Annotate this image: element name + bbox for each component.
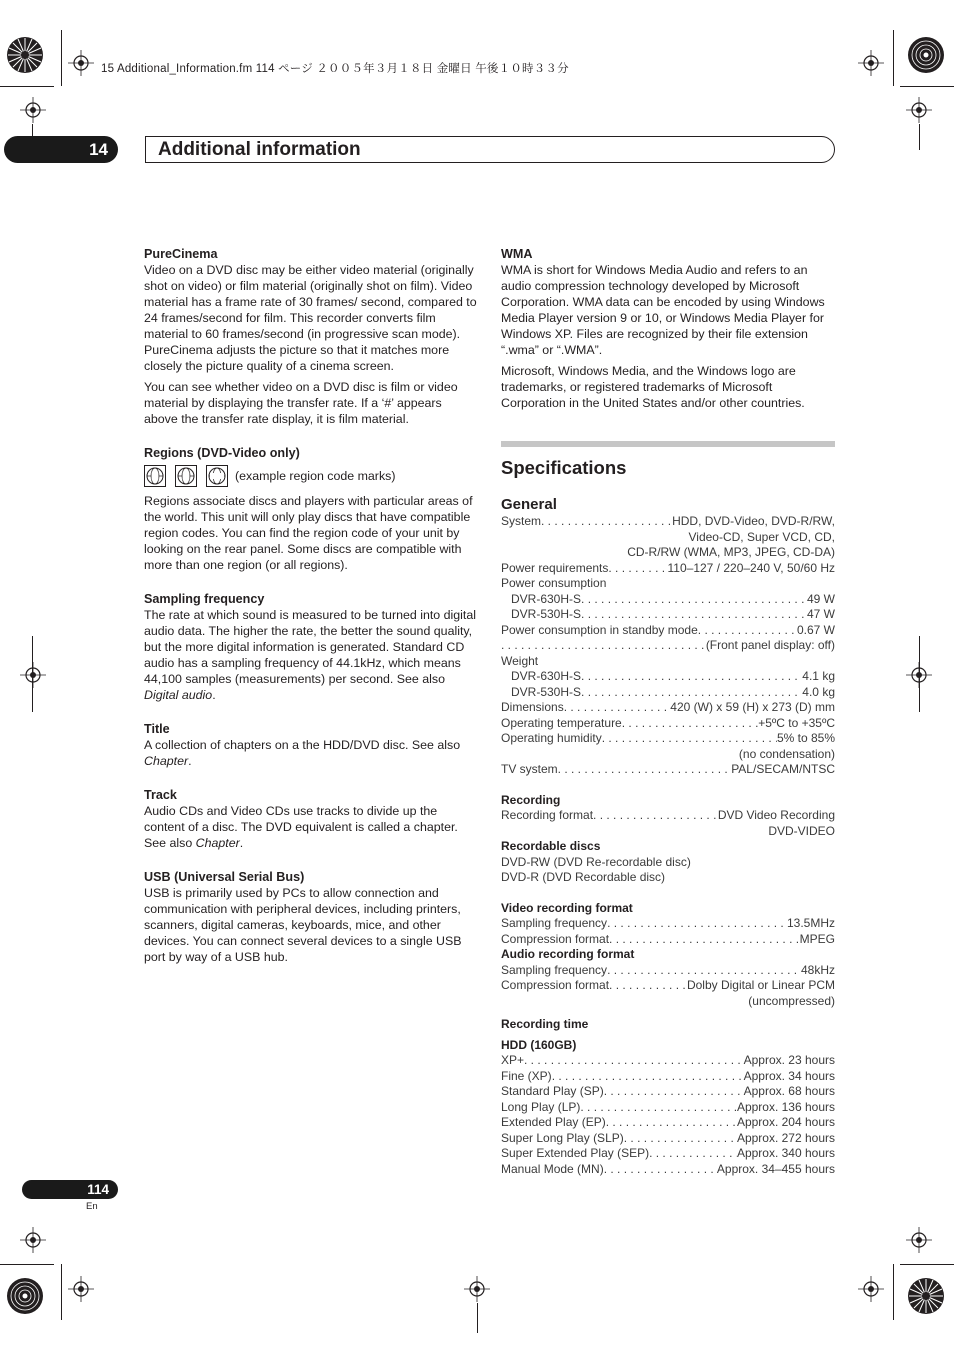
spec-row: . . . (Front panel display: off): [501, 638, 835, 654]
registration-disc-icon: [6, 1277, 44, 1315]
crop-line: [61, 1264, 62, 1320]
crop-line: [900, 1264, 954, 1265]
spec-row: Sampling frequency . . . 13.5MHz: [501, 916, 835, 932]
spec-row: Power requirements . . . 110–127 / 220–240 V, 50/60 Hz: [501, 561, 835, 577]
crosshair-icon: [858, 1276, 884, 1302]
region-code-marks: [144, 465, 478, 487]
spec-row: Long Play (LP) . . . Approx. 136 hours: [501, 1100, 835, 1116]
crop-line: [61, 30, 62, 86]
spec-row: Standard Play (SP) . . . Approx. 68 hours: [501, 1084, 835, 1100]
cross-reference: Chapter: [195, 836, 240, 850]
spec-label: Power consumption: [501, 576, 607, 590]
section-rule: [501, 441, 835, 447]
spec-row: System . . . HDD, DVD-Video, DVD-R/RW,: [501, 514, 835, 530]
registration-disc-icon: [907, 1277, 945, 1315]
crop-line: [0, 1264, 54, 1265]
language-label: En: [86, 1201, 98, 1212]
crosshair-icon: [68, 50, 94, 76]
chapter-title: Additional information: [145, 136, 835, 163]
spec-row: Fine (XP) . . . Approx. 34 hours: [501, 1069, 835, 1085]
spec-row: Compression format . . . Dolby Digital or Linear PCM: [501, 978, 835, 994]
spec-row: Super Extended Play (SEP) . . . Approx. 340 hours: [501, 1146, 835, 1162]
section-heading: Specifications: [501, 457, 627, 478]
spec-subheading: Recordable discs: [501, 839, 601, 853]
right-column: [501, 246, 835, 1177]
glossary-definition: Microsoft, Windows Media, and the Windows logo are trademarks, or registered trademarks of Microsoft Corporation in the United States and/or other countries.: [501, 364, 805, 410]
spec-row: Super Long Play (SLP) . . . Approx. 272 hours: [501, 1131, 835, 1147]
crosshair-icon: [464, 1276, 490, 1302]
glossary-definition: Video on a DVD disc may be either video material (originally shot on video) or film material (originally shot on film). Video material has a frame rate of 30 frames/ second, compared to 24 frames/second for film. This recorder converts film material to 60 frames/second (in progressive scan mode). PureCinema adjusts the picture so that it matches more closely the picture quality of a cinema screen.: [144, 263, 477, 373]
region-caption: (example region code marks): [235, 469, 396, 483]
crop-line: [919, 124, 920, 150]
spec-item: DVD-RW (DVD Re-recordable disc): [501, 854, 691, 869]
spec-row: XP+ . . . Approx. 23 hours: [501, 1053, 835, 1069]
region-globe-icon: [175, 465, 197, 487]
crop-line: [32, 636, 33, 712]
spec-subheading: Recording time: [501, 1017, 589, 1031]
glossary-definition: WMA is short for Windows Media Audio and refers to an audio compression technology developed by Microsoft Corporation. WMA data can be encoded by using Windows Media Player version 9 or 10, or Windows Media Player for Windows XP. Files are recognized by their file extension “.wma” or “.WMA”.: [501, 263, 825, 357]
spec-row: DVR-630H-S . . . 4.1 kg: [501, 669, 835, 685]
spec-subheading: Video recording format: [501, 900, 633, 915]
spec-row: Power consumption in standby mode . . . 0.67 W: [501, 623, 835, 639]
crop-line: [919, 636, 920, 712]
crop-line: [0, 86, 54, 87]
spec-continuation: (no condensation): [738, 746, 835, 761]
glossary-definition: You can see whether video on a DVD disc is film or video material by displaying the transfer rate. If a ‘#’ appears above the transfer rate display, it is film material.: [144, 380, 458, 426]
crop-line: [900, 86, 954, 87]
glossary-definition: USB is primarily used by PCs to allow connection and communication with peripheral devices, including printers, scanners, digital cameras, keyboards, mice, and other devices. You can connect several devices to a single USB port by way of a USB hub.: [144, 886, 462, 964]
region-globe-icon: [144, 465, 166, 487]
glossary-term: Title: [144, 722, 170, 736]
glossary-term: Sampling frequency: [144, 592, 265, 606]
spec-label: Weight: [501, 653, 539, 668]
spec-subheading: HDD (160GB): [501, 1037, 577, 1052]
cross-reference: Digital audio: [144, 688, 213, 702]
crop-line: [893, 1264, 894, 1320]
spec-row: DVR-530H-S . . . 4.0 kg: [501, 685, 835, 701]
spec-row: DVR-530H-S . . . 47 W: [501, 607, 835, 623]
spec-row: Extended Play (EP) . . . Approx. 204 hours: [501, 1115, 835, 1131]
spec-row: Sampling frequency . . . 48kHz: [501, 963, 835, 979]
region-globe-icon: [206, 465, 228, 487]
registration-disc-icon: [907, 36, 945, 74]
glossary-term: Track: [144, 788, 177, 802]
crosshair-icon: [20, 1227, 46, 1253]
chapter-number-tab: 14: [4, 136, 118, 163]
spec-row: Compression format . . . MPEG: [501, 932, 835, 948]
glossary-term: USB (Universal Serial Bus): [144, 870, 305, 884]
glossary-definition: Regions associate discs and players with particular areas of the world. This unit will only play discs that have compatible region codes. You can find the region code of your unit by looking on the rear panel. Some discs are compatible with more than one region (or all regions).: [144, 494, 473, 572]
spec-row: Operating humidity . . . 5% to 85%: [501, 731, 835, 747]
crop-line: [477, 1303, 478, 1333]
spec-continuation: Video-CD, Super VCD, CD,: [688, 529, 835, 544]
crosshair-icon: [20, 97, 46, 123]
spec-row: DVR-630H-S . . . 49 W: [501, 592, 835, 608]
spec-subheading: Recording: [501, 792, 561, 807]
left-column: [144, 246, 478, 965]
spec-row: Recording format . . . DVD Video Recording: [501, 808, 835, 824]
spec-row: Dimensions . . . 420 (W) x 59 (H) x 273 (D) mm: [501, 700, 835, 716]
crosshair-icon: [68, 1276, 94, 1302]
spec-list-general: [501, 514, 835, 1177]
glossary-definition: Audio CDs and Video CDs use tracks to divide up the content of a disc. The DVD equivalent is called a chapter. See also Chapter.: [144, 804, 458, 850]
glossary-definition: A collection of chapters on a the HDD/DVD disc. See also Chapter.: [144, 738, 461, 768]
subsection-heading: General: [501, 496, 557, 513]
spec-continuation: DVD-VIDEO: [768, 823, 835, 838]
spec-subheading: Audio recording format: [501, 947, 635, 961]
crosshair-icon: [20, 662, 46, 688]
crosshair-icon: [906, 1227, 932, 1253]
glossary-term: Regions (DVD-Video only): [144, 446, 300, 460]
crosshair-icon: [906, 97, 932, 123]
crop-line: [893, 30, 894, 86]
page-number: 114: [22, 1180, 118, 1199]
spec-continuation: CD-R/RW (WMA, MP3, JPEG, CD-DA): [627, 545, 835, 559]
spec-row: Operating temperature . . . +5ºC to +35ºC: [501, 716, 835, 732]
file-header: 15 Additional_Information.fm 114 ページ ２００５年３月１８日 金曜日 午後１０時３３分: [101, 63, 569, 75]
crosshair-icon: [858, 50, 884, 76]
glossary-term: WMA: [501, 247, 533, 261]
glossary-definition: The rate at which sound is measured to be turned into digital audio data. The higher the rate, the better the sound quality, but the more digital information is generated. Standard CD audio has a sampling frequency of 44.1kHz, which means 44,100 samples (measurements) per second. See also Digital audio.: [144, 608, 476, 702]
registration-disc-icon: [6, 36, 44, 74]
spec-row: TV system . . . PAL/SECAM/NTSC: [501, 762, 835, 778]
spec-row: Manual Mode (MN) . . . Approx. 34–455 hours: [501, 1162, 835, 1178]
glossary-term: PureCinema: [144, 247, 218, 261]
spec-item: DVD-R (DVD Recordable disc): [501, 870, 666, 884]
cross-reference: Chapter: [144, 754, 189, 768]
spec-continuation: (uncompressed): [748, 993, 835, 1008]
